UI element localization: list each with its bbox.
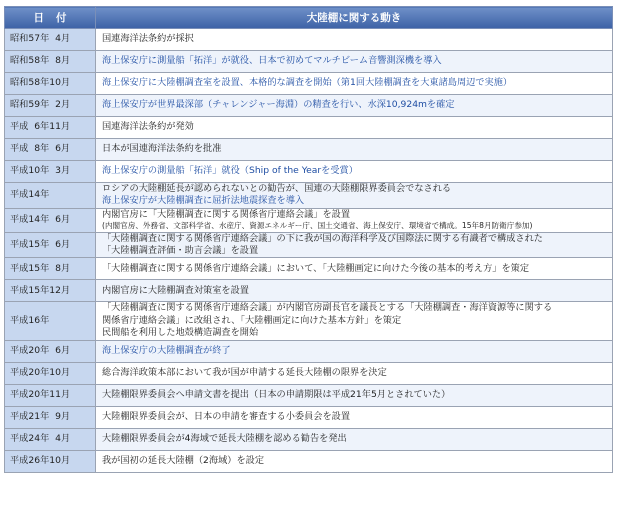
event-text-line: 海上保安庁の測量船「拓洋」就役（Ship of the Yearを受賞） [102, 165, 358, 177]
event-text-line: 日本が国連海洋法条約を批准 [102, 143, 222, 155]
table-row [5, 406, 613, 428]
row-date: 昭和58年 8月 [5, 51, 96, 73]
row-date: 平成20年10月 [5, 362, 96, 384]
event-text-line: 「大陸棚調査に関する関係省庁連絡会議」の下に我が国の海洋科学及び国際法に関する有識者で構成された [102, 232, 543, 244]
table-row [5, 428, 613, 450]
row-event [96, 428, 613, 450]
event-text-line: (内閣官房、外務省、文部科学省、水産庁、資源エネルギー庁、国土交通省、海上保安庁、環境省で構成。15年8月防衛庁参加) [102, 221, 533, 231]
row-event [96, 280, 613, 302]
table-row [5, 139, 613, 161]
table-row [5, 73, 613, 95]
table-row [5, 232, 613, 258]
row-event [96, 161, 613, 183]
row-date: 平成14年 6月 [5, 208, 96, 232]
row-event [96, 362, 613, 384]
continental-shelf-timeline-table [4, 6, 613, 473]
row-event [96, 29, 613, 51]
row-event [96, 183, 613, 209]
row-date: 昭和57年 4月 [5, 29, 96, 51]
row-event [96, 258, 613, 280]
row-event [96, 51, 613, 73]
table-row [5, 117, 613, 139]
table-row [5, 95, 613, 117]
row-event [96, 384, 613, 406]
event-text-line: 「大陸棚調査に関する関係省庁連絡会議」が内閣官房副長官を議長とする「大陸棚調査・海洋資源等に関する [102, 302, 553, 314]
event-text-line: 国連海洋法条約が採択 [102, 33, 194, 45]
table-row [5, 302, 613, 340]
table-row [5, 258, 613, 280]
event-text-line: ロシアの大陸棚延長が認められないとの勧告が、国連の大陸棚限界委員会でなされる [102, 183, 452, 194]
table-row [5, 183, 613, 209]
row-event [96, 406, 613, 428]
row-event [96, 95, 613, 117]
row-date: 昭和58年10月 [5, 73, 96, 95]
table-row [5, 208, 613, 232]
row-event [96, 232, 613, 258]
row-date: 平成15年12月 [5, 280, 96, 302]
row-date: 平成 8年 6月 [5, 139, 96, 161]
row-event [96, 208, 613, 232]
table-row [5, 384, 613, 406]
date-column-header: 日付 [5, 7, 96, 29]
row-date: 平成16年 [5, 302, 96, 340]
row-date: 平成 6年11月 [5, 117, 96, 139]
row-date: 平成20年11月 [5, 384, 96, 406]
event-text-line: 海上保安庁に測量船「拓洋」が就役、日本で初めてマルチビーム音響測深機を導入 [102, 55, 442, 67]
event-text-line: 海上保安庁が大陸棚調査に屈折法地震探査を導入 [102, 195, 305, 207]
event-text-line: 関係省庁連絡会議」に改組され、「大陸棚画定に向けた基本方針」を策定 [102, 314, 402, 326]
event-text-line: 大陸棚限界委員会へ申請文書を提出（日本の申請期限は平成21年5月とされていた） [102, 388, 451, 400]
event-text-line: 大陸棚限界委員会が、日本の申請を審査する小委員会を設置 [102, 410, 351, 422]
table-row [5, 51, 613, 73]
event-text-line: 国連海洋法条約が発効 [102, 121, 194, 133]
table-row [5, 280, 613, 302]
event-text-line: 海上保安庁が世界最深部（チャレンジャー海淵）の精査を行い、水深10,924mを確定 [102, 99, 455, 111]
event-text-line: 内閣官房に大陸棚調査対策室を設置 [102, 284, 249, 296]
table-row [5, 450, 613, 472]
row-date: 平成26年10月 [5, 450, 96, 472]
timeline-body [5, 29, 613, 473]
event-text-line: 内閣官房に「大陸棚調査に関する関係省庁連絡会議」を設置 [102, 208, 351, 220]
row-event [96, 450, 613, 472]
event-text-line: 民間船を利用した地殻構造調査を開始 [102, 327, 259, 339]
row-event [96, 302, 613, 340]
event-text-line: 大陸棚限界委員会が4海域で延長大陸棚を認める勧告を発出 [102, 432, 347, 444]
event-text-line: 我が国初の延長大陸棚（2海域）を設定 [102, 454, 265, 466]
table-row [5, 362, 613, 384]
event-text-line: 海上保安庁の大陸棚調査が終了 [102, 344, 231, 356]
row-date: 平成14年 [5, 183, 96, 209]
row-event [96, 117, 613, 139]
row-date: 平成15年 6月 [5, 232, 96, 258]
row-event [96, 73, 613, 95]
event-text-line: 総合海洋政策本部において我が国が申請する延長大陸棚の限界を決定 [102, 366, 387, 378]
table-row [5, 29, 613, 51]
event-text-line: 「大陸棚調査に関する関係省庁連絡会議」において、「大陸棚画定に向けた今後の基本的考え方」を策定 [102, 262, 530, 274]
table-header-row [5, 7, 613, 29]
event-text-line: 「大陸棚調査評価・助言会議」を設置 [102, 244, 259, 256]
row-date: 平成15年 8月 [5, 258, 96, 280]
table-row [5, 340, 613, 362]
row-date: 昭和59年 2月 [5, 95, 96, 117]
row-date: 平成10年 3月 [5, 161, 96, 183]
row-event [96, 139, 613, 161]
row-date: 平成21年 9月 [5, 406, 96, 428]
row-date: 平成20年 6月 [5, 340, 96, 362]
event-column-header: 大陸棚に関する動き [96, 7, 613, 29]
table-row [5, 161, 613, 183]
timeline-table-wrapper [4, 6, 612, 473]
row-event [96, 340, 613, 362]
row-date: 平成24年 4月 [5, 428, 96, 450]
event-text-line: 海上保安庁に大陸棚調査室を設置、本格的な調査を開始（第1回大陸棚調査を大東諸島周辺で実施） [102, 77, 513, 89]
